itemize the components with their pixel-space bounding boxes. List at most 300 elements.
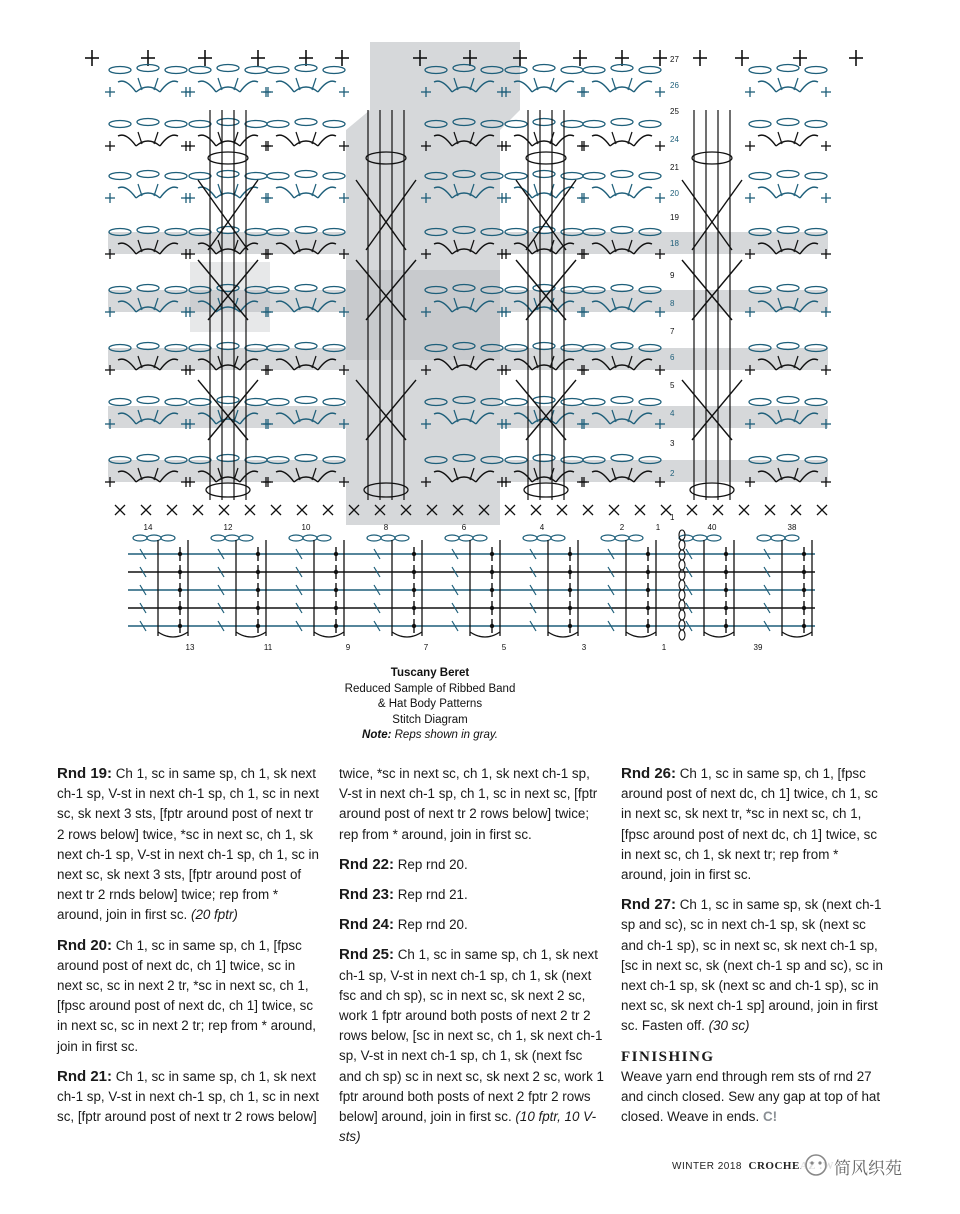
stitch-count-label: 8 bbox=[383, 523, 389, 532]
round-text: Ch 1, sc in same sp, ch 1, sk next ch-1 sp, V-st in next ch-1 sp, ch 1, sc in next sc, [fptr around post of next tr 2 rows below] bbox=[57, 1068, 319, 1125]
chain-symbol bbox=[679, 540, 685, 550]
chain-symbol bbox=[505, 121, 527, 128]
note-label: Note: bbox=[362, 729, 392, 741]
ribbed-band-stitches bbox=[128, 530, 815, 640]
chain-symbol bbox=[777, 171, 799, 178]
dc-symbol bbox=[138, 78, 142, 90]
round-22 bbox=[339, 855, 604, 875]
diagram-subtitle-1: Reduced Sample of Ribbed Band bbox=[344, 682, 516, 695]
dc-symbol bbox=[778, 78, 782, 90]
v-stitch-symbol bbox=[318, 135, 336, 146]
chain-symbol bbox=[707, 535, 721, 541]
stitch-count-label: 4 bbox=[539, 523, 545, 532]
round-label: Rnd 27: bbox=[621, 896, 677, 914]
slip-stitch bbox=[490, 552, 494, 556]
round-text: Rep rnd 20. bbox=[397, 917, 468, 933]
chain-symbol bbox=[704, 632, 734, 637]
chain-symbol bbox=[367, 535, 381, 541]
chain-symbol bbox=[785, 535, 799, 541]
stitch-count-label: 40 bbox=[707, 523, 717, 532]
chain-symbol bbox=[526, 152, 566, 164]
chain-symbol bbox=[749, 173, 771, 180]
round-number-label: 26 bbox=[670, 81, 679, 90]
chain-symbol bbox=[583, 173, 605, 180]
chain-symbol bbox=[629, 535, 643, 541]
v-stitch-symbol bbox=[514, 135, 532, 146]
round-20 bbox=[57, 936, 319, 1057]
chain-symbol bbox=[267, 67, 289, 74]
chain-symbol bbox=[217, 171, 239, 178]
stitch-count-label: 7 bbox=[423, 643, 429, 652]
chain-symbol bbox=[392, 632, 422, 637]
dc-symbol bbox=[234, 78, 238, 90]
v-stitch-symbol bbox=[160, 81, 178, 92]
chain-symbol bbox=[757, 535, 771, 541]
dc-symbol bbox=[234, 184, 238, 196]
v-stitch-symbol bbox=[160, 135, 178, 146]
chain-symbol bbox=[782, 632, 812, 637]
dc-symbol bbox=[312, 132, 316, 144]
v-stitch-symbol bbox=[634, 187, 652, 198]
slip-stitch bbox=[724, 606, 728, 610]
chain-symbol bbox=[679, 580, 685, 590]
diagram-title: Tuscany Beret bbox=[390, 667, 470, 679]
chain-symbol bbox=[323, 121, 345, 128]
dc-symbol bbox=[612, 184, 616, 196]
chain-symbol bbox=[289, 535, 303, 541]
slip-stitch bbox=[178, 570, 182, 574]
chain-symbol bbox=[189, 173, 211, 180]
chain-symbol bbox=[295, 119, 317, 126]
chain-symbol bbox=[161, 535, 175, 541]
chain-symbol bbox=[211, 535, 225, 541]
round-number-label: 6 bbox=[670, 353, 675, 362]
chain-symbol bbox=[137, 119, 159, 126]
chain-symbol bbox=[314, 632, 344, 637]
note-text: Reps shown in gray. bbox=[394, 729, 498, 741]
slip-stitch bbox=[802, 624, 806, 628]
chain-symbol bbox=[679, 630, 685, 640]
slip-stitch bbox=[178, 606, 182, 610]
round-number-label: 27 bbox=[670, 55, 679, 64]
round-number-label: 1 bbox=[670, 513, 675, 522]
chain-symbol bbox=[267, 121, 289, 128]
slip-stitch bbox=[490, 624, 494, 628]
chain-symbol bbox=[611, 171, 633, 178]
v-stitch-symbol bbox=[776, 87, 800, 92]
v-stitch-symbol bbox=[294, 193, 318, 198]
slip-stitch bbox=[490, 570, 494, 574]
chain-symbol bbox=[551, 535, 565, 541]
round-number-label: 8 bbox=[670, 299, 675, 308]
chain-symbol bbox=[323, 399, 345, 406]
round-number-label: 24 bbox=[670, 135, 679, 144]
slip-stitch bbox=[334, 588, 338, 592]
v-stitch-symbol bbox=[776, 141, 800, 146]
slip-stitch bbox=[490, 606, 494, 610]
round-21-continued bbox=[339, 764, 604, 845]
dc-symbol bbox=[296, 78, 300, 90]
chain-symbol bbox=[165, 67, 187, 74]
slip-stitch bbox=[802, 570, 806, 574]
v-stitch-symbol bbox=[610, 87, 634, 92]
chain-symbol bbox=[777, 119, 799, 126]
chain-symbol bbox=[639, 173, 661, 180]
v-stitch-symbol bbox=[758, 187, 776, 198]
chain-symbol bbox=[267, 173, 289, 180]
dc-symbol bbox=[218, 78, 222, 90]
slip-stitch bbox=[334, 624, 338, 628]
chain-symbol bbox=[189, 399, 211, 406]
dc-symbol bbox=[550, 78, 554, 90]
v-stitch-symbol bbox=[276, 135, 294, 146]
slip-stitch bbox=[646, 570, 650, 574]
v-stitch-symbol bbox=[136, 193, 160, 198]
stitch-count: (20 fptr) bbox=[190, 907, 238, 923]
v-stitch-symbol bbox=[216, 193, 240, 198]
round-number-label: 18 bbox=[670, 239, 679, 248]
slip-stitch bbox=[724, 588, 728, 592]
chain-symbol bbox=[109, 173, 131, 180]
v-stitch-symbol bbox=[276, 81, 294, 92]
slip-stitch bbox=[568, 588, 572, 592]
dc-symbol bbox=[154, 184, 158, 196]
slip-stitch bbox=[178, 552, 182, 556]
v-stitch-symbol bbox=[216, 87, 240, 92]
chain-symbol bbox=[679, 590, 685, 600]
chain-symbol bbox=[749, 399, 771, 406]
v-stitch-symbol bbox=[318, 187, 336, 198]
slip-stitch bbox=[802, 588, 806, 592]
round-23 bbox=[339, 885, 604, 905]
dc-symbol bbox=[628, 78, 632, 90]
v-stitch-symbol bbox=[592, 135, 610, 146]
chain-symbol bbox=[109, 121, 131, 128]
stitch-count-label: 11 bbox=[263, 643, 273, 652]
diagram-subtitle-3: Stitch Diagram bbox=[392, 713, 468, 726]
slip-stitch bbox=[334, 570, 338, 574]
round-21 bbox=[57, 1067, 319, 1128]
slip-stitch bbox=[646, 588, 650, 592]
round-text: Ch 1, sc in same sp, ch 1, [fpsc around post of next dc, ch 1] twice, sc in next sc, sc in next 2 tr, *sc in next sc, ch 1, [fpsc around post of next dc, ch 1] twice, sc in next sc, sc in next 2 tr; rep from * around, join in first sc. bbox=[57, 937, 316, 1054]
v-stitch-symbol bbox=[318, 81, 336, 92]
v-stitch-symbol bbox=[136, 87, 160, 92]
end-mark: C! bbox=[762, 1109, 778, 1125]
round-number-label: 25 bbox=[670, 107, 679, 116]
round-label: Rnd 26: bbox=[621, 765, 677, 782]
v-stitch-symbol bbox=[758, 135, 776, 146]
v-stitch-symbol bbox=[294, 141, 318, 146]
chain-symbol bbox=[679, 610, 685, 620]
dc-symbol bbox=[794, 184, 798, 196]
slip-stitch bbox=[724, 570, 728, 574]
slip-stitch bbox=[178, 624, 182, 628]
round-25 bbox=[339, 945, 604, 1147]
dc-symbol bbox=[312, 184, 316, 196]
slip-stitch bbox=[568, 570, 572, 574]
slip-stitch bbox=[256, 570, 260, 574]
stitch-count-label: 2 bbox=[619, 523, 625, 532]
chain-symbol bbox=[109, 399, 131, 406]
v-stitch-symbol bbox=[610, 141, 634, 146]
round-label: Rnd 25: bbox=[339, 946, 395, 964]
chain-symbol bbox=[109, 67, 131, 74]
finishing-heading: FINISHING bbox=[621, 1048, 715, 1065]
v-stitch-symbol bbox=[118, 135, 136, 146]
slip-stitch bbox=[412, 606, 416, 610]
slip-stitch bbox=[646, 606, 650, 610]
chain-symbol bbox=[267, 399, 289, 406]
chain-symbol bbox=[805, 173, 827, 180]
chain-symbol bbox=[208, 152, 248, 164]
chain-symbol bbox=[445, 535, 459, 541]
chain-symbol bbox=[245, 121, 267, 128]
round-text: twice, *sc in next sc, ch 1, sk next ch-1 sp, V-st in next ch-1 sp, ch 1, sc in next sc, [fptr around post of next tr 2 rows below] twice; rep from * around, join in first sc. bbox=[339, 766, 598, 842]
slip-stitch bbox=[334, 606, 338, 610]
chain-symbol bbox=[639, 121, 661, 128]
chain-symbol bbox=[561, 67, 583, 74]
v-stitch-symbol bbox=[198, 135, 216, 146]
instructions-column-2 bbox=[339, 764, 604, 1157]
round-19 bbox=[57, 764, 319, 926]
chain-symbol bbox=[217, 397, 239, 404]
slip-stitch bbox=[412, 570, 416, 574]
chain-symbol bbox=[583, 399, 605, 406]
chain-symbol bbox=[639, 399, 661, 406]
issue-label: WINTER 2018 bbox=[672, 1161, 742, 1172]
slip-stitch bbox=[568, 624, 572, 628]
slip-stitch bbox=[724, 624, 728, 628]
v-stitch-symbol bbox=[556, 81, 574, 92]
chain-symbol bbox=[217, 119, 239, 126]
slip-stitch bbox=[646, 624, 650, 628]
chain-symbol bbox=[206, 483, 250, 497]
chain-symbol bbox=[692, 152, 732, 164]
round-label: Rnd 19: bbox=[57, 765, 113, 782]
finishing-text: Weave yarn end through rem sts of rnd 27 and cinch closed. Sew any gap at top of hat closed. Weave in ends. bbox=[621, 1068, 881, 1125]
v-stitch-symbol bbox=[634, 135, 652, 146]
slip-stitch bbox=[256, 588, 260, 592]
chain-symbol bbox=[583, 67, 605, 74]
finishing-section bbox=[621, 1047, 886, 1128]
round-label: Rnd 21: bbox=[57, 1067, 113, 1085]
stitch-count-label: 5 bbox=[501, 643, 507, 652]
v-stitch-symbol bbox=[240, 135, 258, 146]
chain-symbol bbox=[505, 399, 527, 406]
chain-symbol bbox=[805, 67, 827, 74]
slip-stitch bbox=[646, 552, 650, 556]
chain-symbol bbox=[611, 119, 633, 126]
stitch-count-label: 1 bbox=[655, 523, 661, 532]
v-stitch-symbol bbox=[592, 187, 610, 198]
chain-symbol bbox=[523, 535, 537, 541]
dc-symbol bbox=[794, 78, 798, 90]
dc-symbol bbox=[612, 132, 616, 144]
diagram-subtitle-2: & Hat Body Patterns bbox=[377, 698, 483, 710]
magazine-name: CROCHE bbox=[748, 1160, 800, 1172]
chain-symbol bbox=[583, 121, 605, 128]
stitch-count-label: 14 bbox=[143, 523, 153, 532]
chain-symbol bbox=[601, 535, 615, 541]
v-stitch-symbol bbox=[198, 81, 216, 92]
round-number-label: 7 bbox=[670, 327, 675, 336]
chain-symbol bbox=[679, 550, 685, 560]
round-text: Ch 1, sc in same sp, ch 1, sk next ch-1 sp, V-st in next ch-1 sp, ch 1, sk (next fsc and ch sp), sc in next sc, sk next 2 sc, work 1 fptr around both posts of next 2 tr 2 rows below, [sc in next sc, ch 1, sk next ch-1 sp, V-st in next ch-1 sp, ch 1, sk (next fsc and ch sp) sc in next sc, sk next 2 sc, work 1 fptr around both posts of next 2 fptr 2 rows below] around, join in first sc. bbox=[339, 947, 604, 1125]
stitch-count-label: 9 bbox=[345, 643, 351, 652]
chain-symbol bbox=[626, 632, 656, 637]
chain-symbol bbox=[805, 399, 827, 406]
chain-symbol bbox=[611, 397, 633, 404]
round-label: Rnd 24: bbox=[339, 916, 395, 934]
round-text: Ch 1, sc in same sp, sk (next ch-1 sp and sc), sc in next ch-1 sp, sk (next sc and ch-1 sp), sc in next sc, sk next ch-1 sp, [sc in next sc, sk (next ch-1 sp and sc), sc in next ch-1 sp, sk (next sc and ch-1 sp), sc in next sc, sk next ch-1 sp] around, join in first sc. Fasten off. bbox=[621, 897, 883, 1034]
round-text: Rep rnd 20. bbox=[397, 856, 468, 872]
chain-symbol bbox=[317, 535, 331, 541]
chain-symbol bbox=[777, 397, 799, 404]
chain-symbol bbox=[217, 65, 239, 72]
round-number-label: 21 bbox=[670, 163, 679, 172]
slip-stitch bbox=[568, 552, 572, 556]
slip-stitch bbox=[568, 606, 572, 610]
watermark-text: 简风织苑 bbox=[834, 1159, 902, 1179]
chain-symbol bbox=[147, 535, 161, 541]
chain-symbol bbox=[777, 65, 799, 72]
dc-symbol bbox=[234, 132, 238, 144]
chain-symbol bbox=[615, 535, 629, 541]
chain-symbol bbox=[165, 399, 187, 406]
instructions-column-3 bbox=[621, 764, 886, 1127]
dc-symbol bbox=[154, 132, 158, 144]
v-stitch-symbol bbox=[634, 81, 652, 92]
chain-symbol bbox=[749, 121, 771, 128]
round-number-label: 9 bbox=[670, 271, 675, 280]
stitch-count-label: 13 bbox=[185, 643, 195, 652]
slip-stitch bbox=[802, 606, 806, 610]
chain-symbol bbox=[639, 67, 661, 74]
round-label: Rnd 22: bbox=[339, 855, 395, 873]
round-number-label: 20 bbox=[670, 189, 679, 198]
round-number-label: 3 bbox=[670, 439, 675, 448]
v-stitch-symbol bbox=[758, 81, 776, 92]
stitch-count-label: 12 bbox=[223, 523, 233, 532]
dc-symbol bbox=[312, 78, 316, 90]
chain-symbol bbox=[165, 121, 187, 128]
chain-symbol bbox=[303, 535, 317, 541]
diagram-caption bbox=[280, 666, 580, 744]
stitch-count-label: 39 bbox=[753, 643, 763, 652]
stitch-count-label: 6 bbox=[461, 523, 467, 532]
v-stitch-symbol bbox=[556, 135, 574, 146]
chain-symbol bbox=[239, 535, 253, 541]
dc-symbol bbox=[778, 184, 782, 196]
chain-symbol bbox=[158, 632, 188, 637]
stitch-count-label: 1 bbox=[661, 643, 667, 652]
stitch-count: (10 fptr, 10 V-sts) bbox=[339, 1109, 597, 1145]
round-label: Rnd 20: bbox=[57, 936, 113, 954]
slip-stitch bbox=[412, 624, 416, 628]
round-number-label: 5 bbox=[670, 381, 675, 390]
chain-symbol bbox=[245, 67, 267, 74]
slip-stitch bbox=[256, 606, 260, 610]
chain-symbol bbox=[459, 535, 473, 541]
chain-symbol bbox=[137, 171, 159, 178]
slip-stitch bbox=[412, 588, 416, 592]
round-text: Ch 1, sc in same sp, ch 1, [fpsc around post of next dc, ch 1] twice, ch 1, sc in next sc, sk next tr, *sc in next sc, ch 1, [fpsc around post of next dc, ch 1] twice, sc in next sc, ch 1, sk next tr; rep from * around, join in first sc. bbox=[621, 766, 878, 883]
dc-symbol bbox=[628, 184, 632, 196]
chain-symbol bbox=[189, 67, 211, 74]
slip-stitch bbox=[256, 624, 260, 628]
v-stitch-symbol bbox=[294, 87, 318, 92]
dc-symbol bbox=[628, 132, 632, 144]
chain-symbol bbox=[505, 173, 527, 180]
chain-symbol bbox=[245, 173, 267, 180]
chain-symbol bbox=[323, 67, 345, 74]
v-stitch-symbol bbox=[800, 187, 818, 198]
dc-symbol bbox=[794, 132, 798, 144]
v-stitch-symbol bbox=[610, 193, 634, 198]
chain-symbol bbox=[679, 620, 685, 630]
v-stitch-symbol bbox=[216, 141, 240, 146]
instructions-column-1 bbox=[57, 764, 319, 1137]
dc-symbol bbox=[296, 132, 300, 144]
v-stitch-symbol bbox=[592, 81, 610, 92]
chain-symbol bbox=[470, 632, 500, 637]
slip-stitch bbox=[334, 552, 338, 556]
round-text: Rep rnd 21. bbox=[397, 887, 468, 903]
chain-symbol bbox=[473, 535, 487, 541]
v-stitch-symbol bbox=[160, 187, 178, 198]
dc-symbol bbox=[534, 132, 538, 144]
chain-symbol bbox=[749, 67, 771, 74]
stitch-count: (30 sc) bbox=[708, 1018, 750, 1034]
stitch-count-label: 38 bbox=[787, 523, 797, 532]
chain-symbol bbox=[805, 121, 827, 128]
dc-symbol bbox=[154, 78, 158, 90]
chain-symbol bbox=[679, 560, 685, 570]
chain-symbol bbox=[537, 535, 551, 541]
slip-stitch bbox=[724, 552, 728, 556]
stitch-count-label: 3 bbox=[581, 643, 587, 652]
v-stitch-symbol bbox=[118, 187, 136, 198]
dc-symbol bbox=[534, 184, 538, 196]
v-stitch-symbol bbox=[136, 141, 160, 146]
v-stitch-symbol bbox=[118, 81, 136, 92]
dc-symbol bbox=[138, 184, 142, 196]
dc-symbol bbox=[296, 184, 300, 196]
slip-stitch bbox=[256, 552, 260, 556]
diagram-note bbox=[280, 728, 580, 744]
v-stitch-symbol bbox=[532, 87, 556, 92]
round-24 bbox=[339, 915, 604, 935]
rep-gray-shading bbox=[108, 42, 828, 525]
chain-symbol bbox=[395, 535, 409, 541]
v-stitch-symbol bbox=[776, 193, 800, 198]
round-number-label: 19 bbox=[670, 213, 679, 222]
round-27 bbox=[621, 895, 886, 1036]
chain-symbol bbox=[137, 397, 159, 404]
chain-symbol bbox=[295, 397, 317, 404]
round-26 bbox=[621, 764, 886, 885]
rep-overlap bbox=[346, 270, 500, 360]
round-text: Ch 1, sc in same sp, ch 1, sk next ch-1 sp, V-st in next ch-1 sp, ch 1, sc in next sc, sk next 3 sts, [fptr around post of next tr 2 rows below] twice, *sc in next sc, ch 1, sk next ch-1 sp, V-st in next ch-1 sp, ch 1, sc in next sc, sk next 3 sts, [fptr around post of next tr 2 rnds below] twice; rep from * around, join in first sc. bbox=[57, 766, 319, 923]
rep-overlap bbox=[190, 262, 270, 332]
chain-symbol bbox=[189, 121, 211, 128]
chain-symbol bbox=[533, 65, 555, 72]
chain-symbol bbox=[295, 171, 317, 178]
chain-symbol bbox=[236, 632, 266, 637]
slip-stitch bbox=[490, 588, 494, 592]
dc-symbol bbox=[778, 132, 782, 144]
v-stitch-symbol bbox=[800, 135, 818, 146]
